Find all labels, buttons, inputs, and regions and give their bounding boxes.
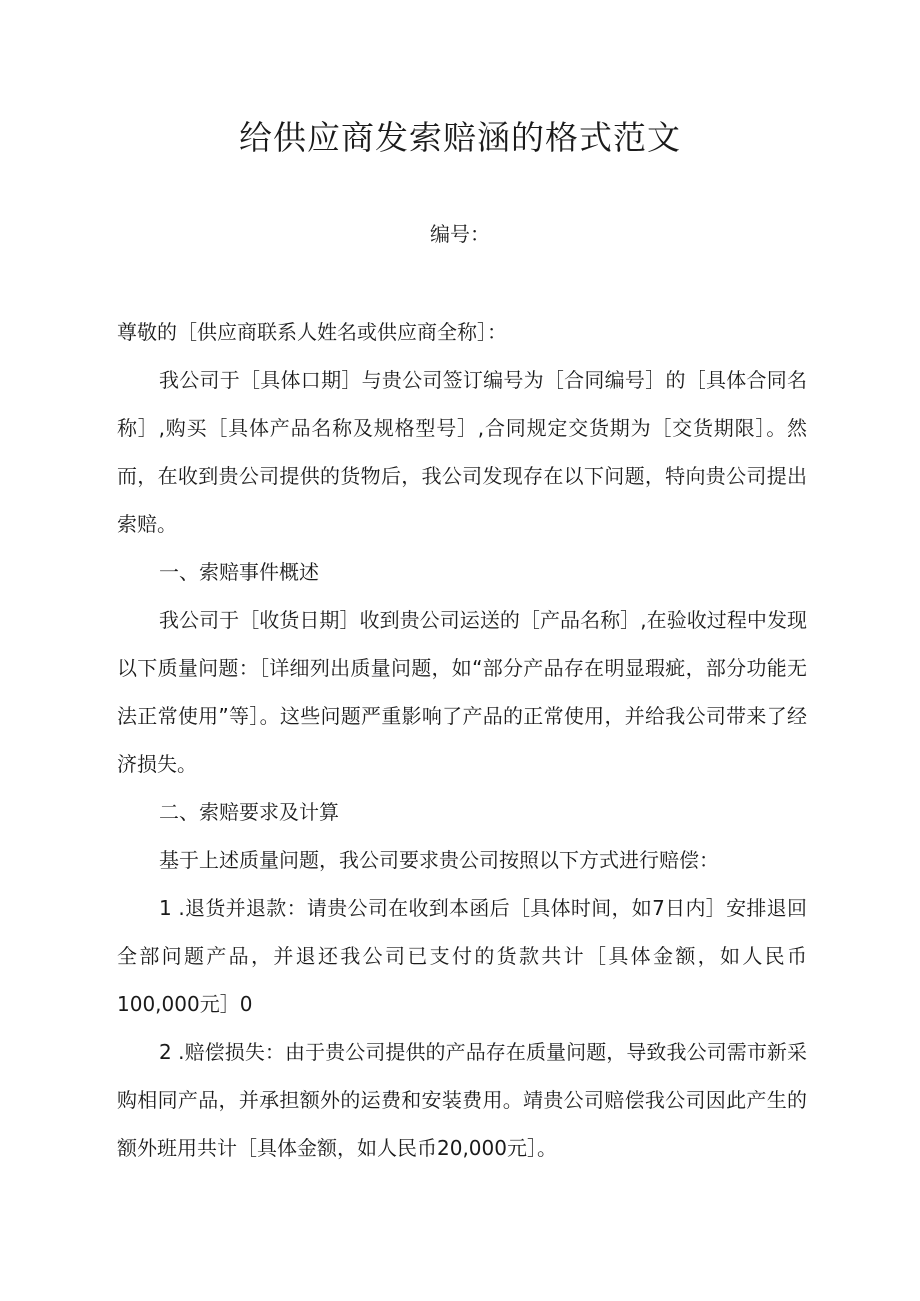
section2-heading: 二、索赔要求及计算 <box>159 800 339 824</box>
intro-paragraph: 我公司于［具体口期］与贵公司签订编号为［合同编号］的［具体合同名称］,购买［具体产品名称及规格型号］,合同规定交货期为［交货期限］。然而，在收到贵公司提供的货物后，我公司发现存在以下问题，特向贵公司提出索赔。 <box>117 368 807 536</box>
document-title: 给供应商发索赔涵的格式范文 <box>239 118 681 157</box>
salutation: 尊敬的［供应商联系人姓名或供应商全称］： <box>117 320 507 344</box>
section1-heading: 一、索赔事件概述 <box>159 560 319 584</box>
claim-item-2: 2 .赔偿损失：由于贵公司提供的产品存在质量问题，导致我公司需市新采购相同产品，并承担额外的运费和安装费用。靖贵公司赔偿我公司因此产生的额外班用共计［具体金额，如人民币20,000元］。 <box>117 1040 807 1160</box>
letter-body <box>117 308 807 1172</box>
document-number-label: 编号： <box>430 222 490 246</box>
section2-intro: 基于上述质量问题，我公司要求贵公司按照以下方式进行赔偿： <box>159 848 719 872</box>
claim-item-1: 1 .退货并退款：请贵公司在收到本函后［具体时间，如7日内］安排退回全部问题产品，并退还我公司已支付的货款共计［具体金额，如人民币100,000元］0 <box>117 896 807 1016</box>
section1-paragraph: 我公司于［收货日期］收到贵公司运送的［产品名称］,在验收过程中发现以下质量问题：［详细列出质量问题，如“部分产品存在明显瑕疵，部分功能无法正常使用”等］。这些问题严重影响了产品的正常使用，并给我公司带来了经济损失。 <box>117 608 807 776</box>
